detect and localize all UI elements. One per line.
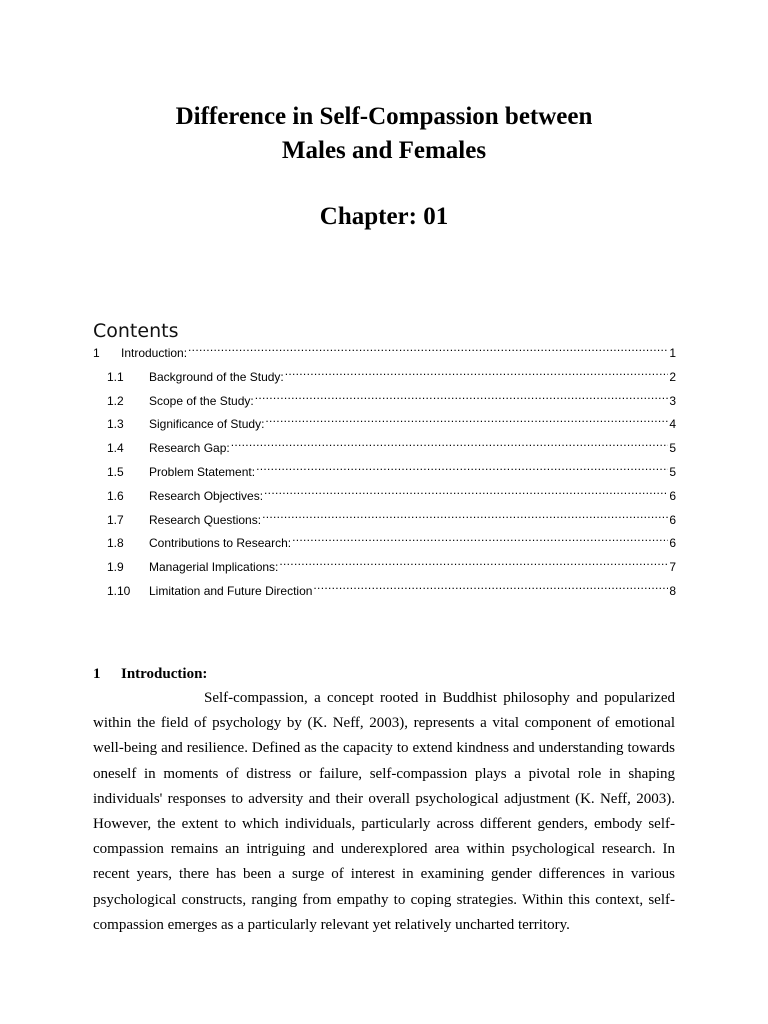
document-title [93, 100, 675, 168]
toc-entry-title: Research Gap: [149, 441, 230, 456]
toc-entry-title: Problem Statement: [149, 464, 256, 479]
toc-entry-page: 6 [669, 488, 676, 503]
toc-entry-page: 1 [669, 346, 676, 360]
toc-dot-leader [262, 510, 668, 524]
toc-entry-title: Introduction: [121, 346, 188, 360]
toc-entry-page: 4 [669, 417, 676, 432]
toc-entry-number: 1.6 [107, 488, 124, 503]
contents-heading: Contents [93, 320, 179, 342]
document-title-line-2: Males and Females [281, 137, 487, 164]
toc-entry-page: 6 [669, 536, 676, 551]
toc-dot-leader [285, 367, 669, 381]
toc-dot-leader [292, 533, 668, 547]
toc-entry[interactable] [93, 414, 676, 438]
toc-entry-page: 8 [669, 583, 676, 598]
toc-entry-title: Research Objectives: [149, 488, 264, 503]
toc-entry-number: 1.1 [107, 369, 124, 384]
toc-entry-page: 2 [669, 369, 676, 384]
toc-entry-page: 3 [669, 393, 676, 408]
toc-dot-leader [231, 438, 669, 452]
toc-entry-page: 5 [669, 464, 676, 479]
toc-entry-title: Scope of the Study: [149, 393, 254, 408]
toc-dot-leader [255, 391, 669, 405]
toc-entry[interactable] [93, 510, 676, 534]
chapter-heading: Chapter: 01 [319, 203, 449, 230]
section-title: Introduction: [121, 666, 208, 682]
toc-entry[interactable] [93, 581, 676, 605]
table-of-contents [93, 343, 676, 605]
toc-entry-title: Significance of Study: [149, 417, 265, 432]
toc-entry-number: 1.2 [107, 393, 124, 408]
section-number: 1 [93, 666, 101, 682]
body-paragraph: Self-compassion, a concept rooted in Buddhist philosophy and popularized within the field of psychology by (K. Neff, 2003), represents a vital component of emotional well-being and resilience. Defined as the capacity to extend kindness and understanding towards oneself in moments of distress or failure, self-compassion plays a pivotal role in shaping individuals' responses to adversity and their overall psychological adjustment (K. Neff, 2003). However, the extent to which individuals, particularly across different genders, embody self-compassion remains an intriguing and underexplored area within psychological research. In recent years, there has been a surge of interest in examining gender differences in various psychological constructs, ranging from empathy to coping strategies. Within this context, self-compassion emerges as a particularly relevant yet relatively uncharted territory. [93, 690, 675, 933]
toc-entry-number: 1.3 [107, 417, 124, 432]
toc-entry-number: 1.9 [107, 560, 124, 575]
toc-entry-number: 1.5 [107, 464, 124, 479]
toc-dot-leader [188, 343, 668, 357]
toc-entry-title: Background of the Study: [149, 369, 284, 384]
toc-entry[interactable] [93, 533, 676, 557]
toc-entry-page: 7 [669, 560, 676, 575]
toc-entry-title: Limitation and Future Direction [149, 583, 313, 598]
toc-dot-leader [256, 462, 668, 476]
toc-entry[interactable] [93, 557, 676, 581]
toc-entry-title: Research Questions: [149, 512, 262, 527]
toc-dot-leader [313, 581, 668, 595]
toc-dot-leader [264, 486, 668, 500]
toc-entry-number: 1.7 [107, 512, 124, 527]
toc-entry-page: 5 [669, 441, 676, 456]
toc-dot-leader [265, 414, 668, 428]
toc-entry[interactable] [93, 367, 676, 391]
toc-entry-page: 6 [669, 512, 676, 527]
toc-entry-title: Managerial Implications: [149, 560, 279, 575]
toc-entry[interactable] [93, 343, 676, 367]
toc-entry[interactable] [93, 391, 676, 415]
toc-entry-title: Contributions to Research: [149, 536, 292, 551]
toc-dot-leader [279, 557, 668, 571]
toc-entry[interactable] [93, 462, 676, 486]
toc-entry-number: 1 [93, 346, 100, 360]
toc-entry-number: 1.10 [107, 583, 131, 598]
toc-entry[interactable] [93, 438, 676, 462]
toc-entry-number: 1.8 [107, 536, 124, 551]
document-title-line-1: Difference in Self-Compassion between [175, 103, 593, 130]
section-heading [93, 664, 207, 684]
toc-entry-number: 1.4 [107, 441, 124, 456]
toc-entry[interactable] [93, 486, 676, 510]
